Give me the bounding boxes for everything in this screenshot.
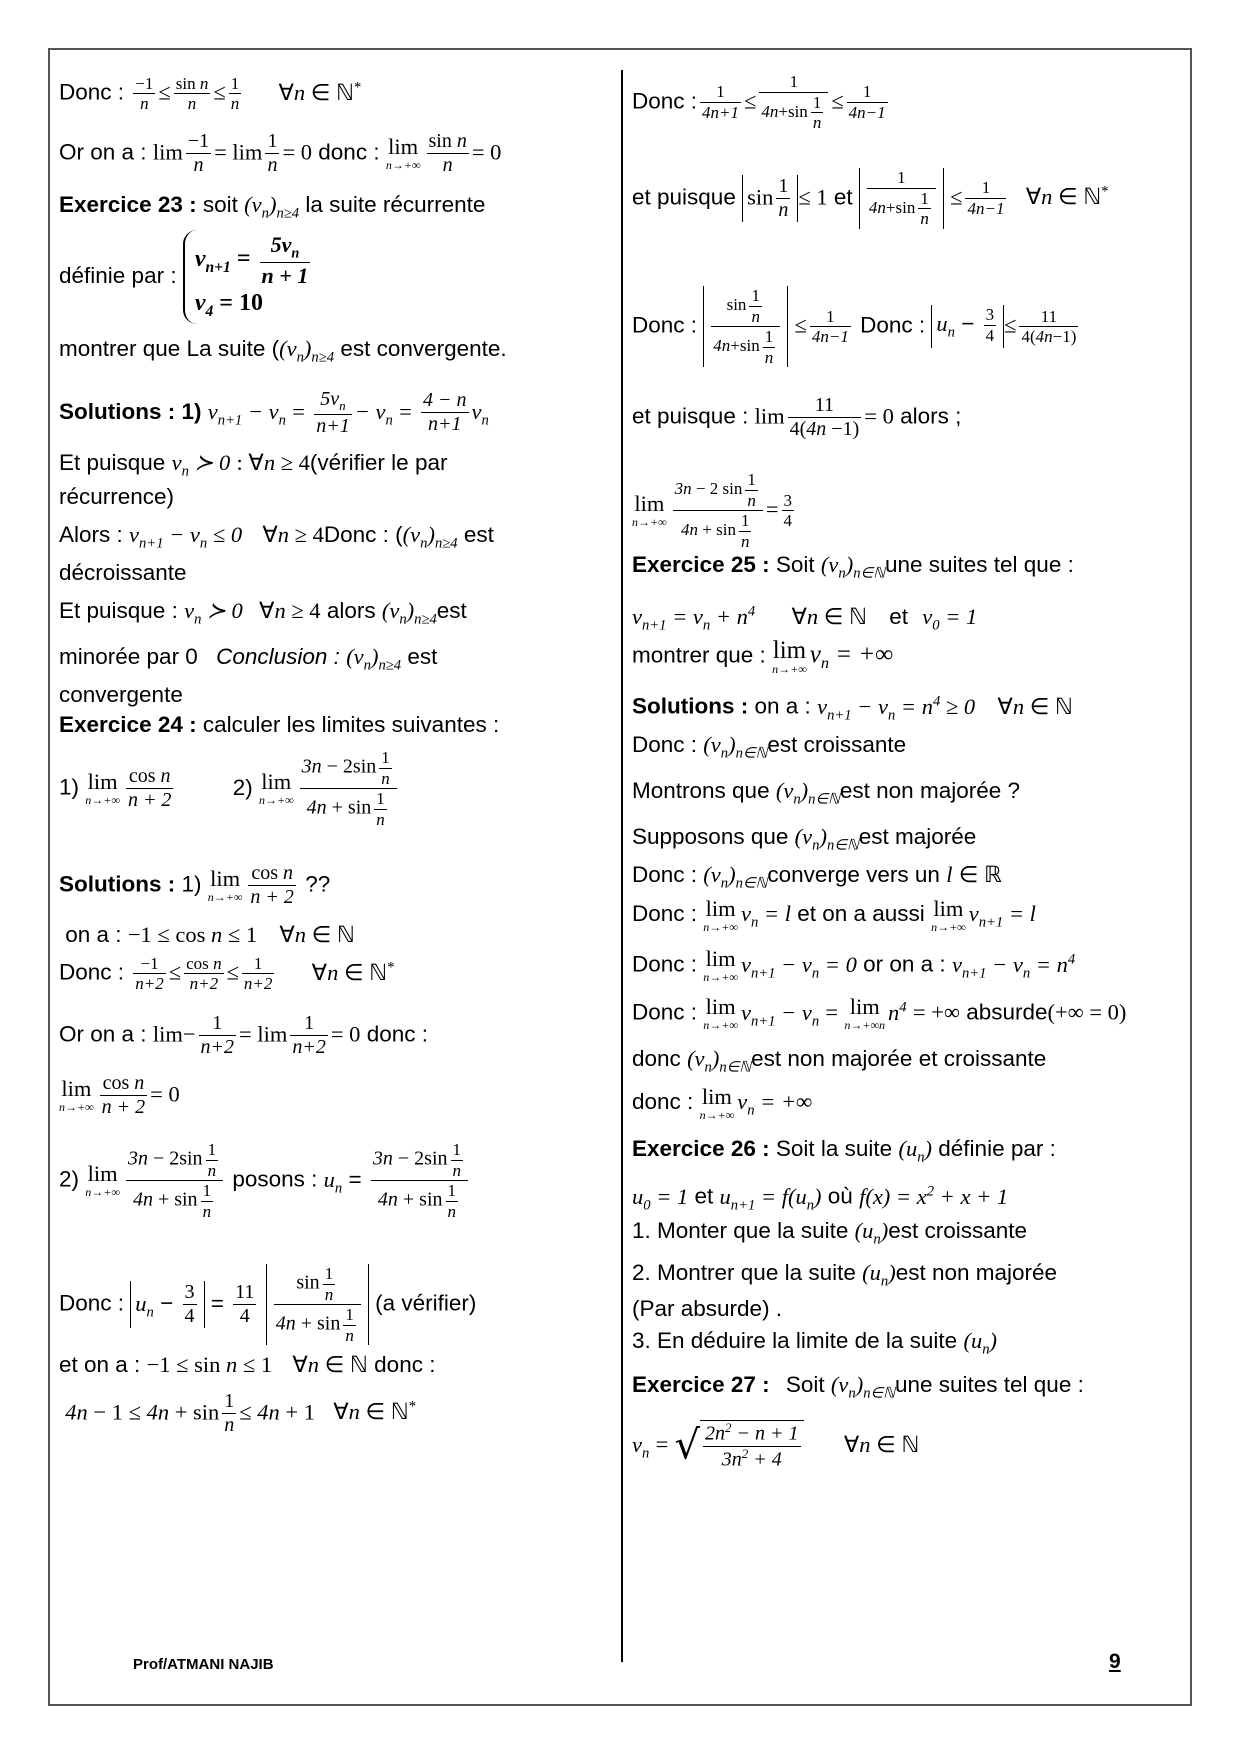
solution-23-conclusion: minorée par 0 Conclusion : $(v_n)_{n\ge 4}$ est: [59, 644, 438, 674]
exercise-26-q2-absurde: (Par absurde) .: [632, 1296, 783, 1321]
solution-24-denominator-bound: 4n − 1 ≤ 4n + sin $\frac{1}{n}$ ≤ 4n + 1 ∀n ∈ ℕ*: [65, 1390, 417, 1436]
solution-25-montrons: Montrons que $(v_n)_{n\in ℕ}est$ non majorée ?: [632, 778, 1021, 808]
exercise-27-header: Exercice 27 : Soit $(v_n)_{n\in ℕ}une$ suites tel que :: [632, 1372, 1084, 1402]
solution-24-result1: lim n→+∞ $\frac{\text{cos n}}{n + 2}$ = 0: [59, 1072, 180, 1118]
solution-25-conclusion: donc $(v_n)_{n\in ℕ}est$ non majorée et croissante: [632, 1046, 1047, 1076]
solution-24-1: Solutions : 1) lim n→+∞ $\frac{\text{cos n}}{n + 2}$ ??: [59, 862, 331, 908]
solution-24-cos-bound: on a : −1 ≤ cos n ≤ 1 ∀n ∈ ℕ: [65, 922, 355, 947]
solution-24-sin-bound: et on a : −1 ≤ sin n ≤ 1 ∀n ∈ ℕ donc :: [59, 1352, 436, 1377]
solution-23-step1: Solutions : 1) $v_{n+1} - v_n$ = $\frac{5v_n}{n+1}$ − $v_n$ = $\frac{4 - n}{n+1}$ $v_n$: [59, 388, 489, 437]
exercise-26-header: Exercice 26 : Soit la suite $(u_n)$ définie par :: [632, 1136, 1056, 1166]
exercise-27-title: Exercice 27 :: [632, 1372, 770, 1397]
solution-23-positive: Et puisque $v_n$ ≻ 0 : ∀n ≥ 4(vérifier le par: [59, 450, 448, 480]
solution-25-supposons: Supposons que $(v_n)_{n\in ℕ}est$ majorée: [632, 824, 977, 854]
solution-25-diff: Solutions : on a : $v_{n+1} - v_n = n^4 \ge 0$ ∀n ∈ ℕ: [632, 693, 1073, 723]
exercise-26-q1: 1. Monter que la suite $(u_n)est$ croissante: [632, 1218, 1028, 1248]
exercise-25-header: Exercice 25 : Soit $(v_n)_{n\in ℕ}une$ suites tel que :: [632, 552, 1074, 582]
right-line-limit-zero: et puisque : lim $\frac{11}{4(4n -1)}$ = 0 alors ;: [632, 394, 962, 440]
line-or-on-a-lim: Or on a : lim $\frac{-1}{n}$ = lim $\frac{1}{n}$ = 0 donc : lim n→+∞ $\frac{\text{sin n}}{n}$ = 0: [59, 130, 502, 176]
solution-24-encadrement: Donc : $\frac{-1}{n+2}$ ≤ $\frac{\text{cos n}}{n+2}$ ≤ $\frac{1}{n+2}$ ∀n ∈ ℕ*: [59, 953, 395, 994]
solution-25-absurde: Donc : lim n→+∞ $v_{n+1} - v_n$ = lim n→+∞n $n^4$ = +∞ absurde(+∞ = 0): [632, 994, 1127, 1032]
solution-23-convergente: convergente: [59, 682, 183, 707]
exercise-23-system: définie par : $v_{n+1}$ = $\frac{5v_n}{n + 1}$ $v_4 = 10$: [59, 230, 313, 324]
solution-23-decreasing: Alors : $v_{n+1} - v_n \le 0$ ∀n ≥ 4Donc : ($(v_n)_{n\ge 4}$ est: [59, 522, 494, 552]
exercise-24-header: Exercice 24 : calculer les limites suivantes :: [59, 712, 500, 737]
exercise-26-q3: 3. En déduire la limite de la suite $(u_n)$: [632, 1328, 998, 1358]
right-line-limit-result: lim n→+∞ 3n − 2 sin $\frac{1}{n}$ 4n + sin $\frac{1}{n}$ = $\frac{3}{4}$: [632, 470, 793, 551]
exercise-27-definition: $v_n$ = √ $\frac{2n^2 - n + 1}{3n^2 + 4}$ ∀n ∈ ℕ: [632, 1420, 920, 1471]
exercise-25-question: montrer que : lim n→+∞ $v_n$ = +∞: [632, 637, 894, 676]
solution-24-2: 2) lim n→+∞ 3n − 2sin $\frac{1}{n}$ 4n + sin $\frac{1}{n}$ posons : $u_n$ = 3n − 2sin $\frac{1}{n}$ 4n + sin $\frac{1}{n}$: [59, 1140, 471, 1221]
right-line-encadrement: Donc : $\frac{1}{4n+1}$ ≤ 1 4n+sin $\frac{1}{n}$ ≤ $\frac{1}{4n-1}$: [632, 72, 886, 133]
solution-23-decroissante: décroissante: [59, 560, 187, 585]
exercise-26-q2: 2. Montrer que la suite $(u_n)est$ non majorée: [632, 1260, 1058, 1290]
footer-author: Prof/ATMANI NAJIB: [133, 1656, 274, 1673]
exercise-23-title: Exercice 23 :: [59, 192, 197, 217]
exercise-26-definition: $u_0 = 1$ et $u_{n+1} = f(u_n)$ où $f(x) = x^2 + x + 1$: [632, 1183, 1009, 1213]
page-number: 9: [1109, 1650, 1121, 1673]
solution-24-abs: Donc : $u_n$ − $\frac{3}{4}$ = $\frac{11}{4}$ sin $\frac{1}{n}$ 4n + sin $\frac{1}{n}$ (a vérifier): [59, 1264, 477, 1345]
column-divider: [621, 70, 623, 1662]
exercise-24-items: 1) lim n→+∞ $\frac{\text{cos n}}{n + 2}$ 2) lim n→+∞ 3n − 2sin $\frac{1}{n}$ 4n + sin $\frac{1}{n}$: [59, 748, 400, 829]
solution-24-limits: Or on a : lim− $\frac{1}{n+2}$ = lim $\frac{1}{n+2}$ = 0 donc :: [59, 1012, 428, 1058]
solution-25-converge: Donc : $(v_n)_{n\in ℕ}converge$ vers un l ∈ ℝ: [632, 862, 1002, 892]
solution-23-recurrence: récurrence): [59, 484, 175, 509]
line-donc-encadrement: Donc : $\frac{-1}{n}$ ≤ $\frac{\text{sin n}}{n}$ ≤ $\frac{1}{n}$ ∀n ∈ ℕ*: [59, 73, 362, 114]
right-line-abs-estimate: Donc : sin $\frac{1}{n}$ 4n+sin $\frac{1}{n}$ ≤ $\frac{1}{4n-1}$ Donc : $u_n$ − $\frac{3}{4}$ ≤ $\frac{11}{4(4n-1)}$: [632, 286, 1077, 367]
exercise-24-title: Exercice 24 :: [59, 712, 197, 737]
right-line-bounds: et puisque sin $\frac{1}{n}$ ≤ 1 et 1 4n+sin $\frac{1}{n}$ ≤ $\frac{1}{4n-1}$ ∀n ∈ ℕ*: [632, 168, 1109, 229]
exercise-26-title: Exercice 26 :: [632, 1136, 770, 1161]
exercise-23-header: Exercice 23 : soit $(v_n)_{n\ge 4}$ la suite récurrente: [59, 192, 486, 222]
solution-23-bounded: Et puisque : $v_n$ ≻ 0 ∀n ≥ 4 alors $(v_n)_{n\ge 4}est$: [59, 598, 467, 628]
exercise-25-title: Exercice 25 :: [632, 552, 770, 577]
solution-25-croissante: Donc : $(v_n)_{n\in ℕ}est$ croissante: [632, 732, 907, 762]
solution-25-lim-l: Donc : lim n→+∞ $v_n = l$ et on a aussi lim n→+∞ $v_{n+1} = l$: [632, 896, 1036, 934]
exercise-25-definition: $v_{n+1} = v_n + n^4$ ∀n ∈ ℕ et $v_0 = 1$: [632, 603, 978, 633]
exercise-23-question: montrer que La suite ($(v_n)_{n\ge 4}$ est convergente.: [59, 336, 507, 366]
solution-25-result: donc : lim n→+∞ $v_n$ = +∞: [632, 1084, 813, 1122]
solution-25-lim-diff: Donc : lim n→+∞ $v_{n+1} - v_n = 0$ or on a : $v_{n+1} - v_n = n^4$: [632, 946, 1076, 984]
